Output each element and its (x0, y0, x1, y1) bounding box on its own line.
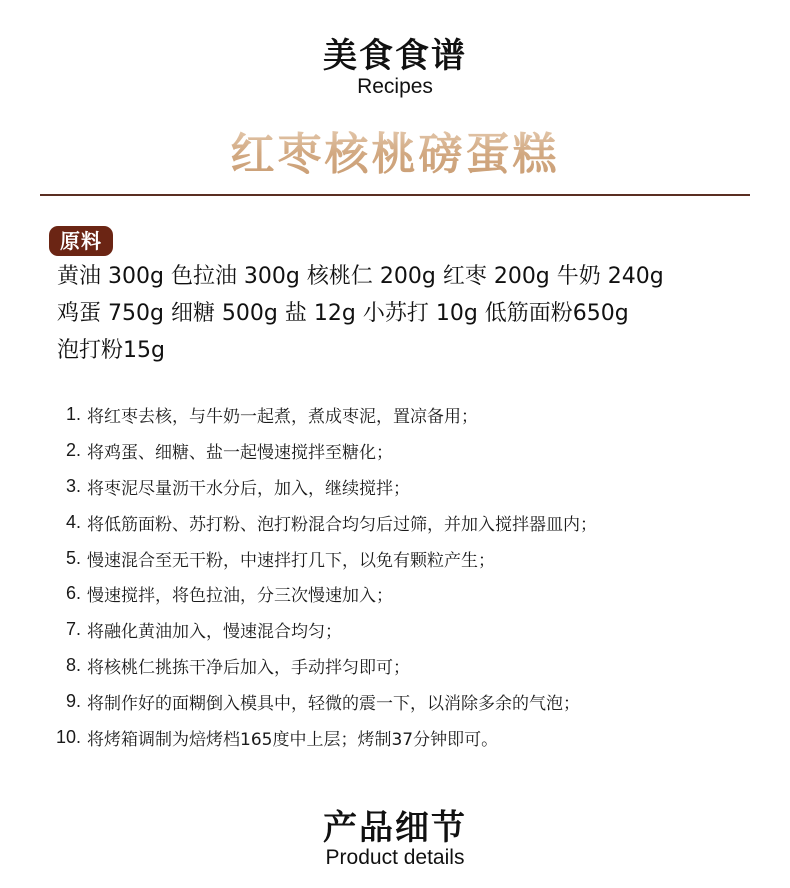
ingredients-list (57, 258, 757, 369)
step-item (44, 576, 597, 612)
step-text: 将鸡蛋、细糖、盐一起慢速搅拌至糖化； (87, 443, 393, 464)
ingredients-line: 黄油 300g 色拉油 300g 核桃仁 200g 红枣 200g 牛奶 240g (57, 264, 664, 289)
step-text: 将枣泥尽量沥干水分后，加入，继续搅拌； (87, 478, 410, 499)
step-item (44, 540, 597, 576)
step-text: 将红枣去核，与牛奶一起煮，煮成枣泥，置凉备用； (87, 407, 478, 428)
step-number: 2. (65, 440, 81, 461)
step-text: 将制作好的面糊倒入模具中，轻微的震一下，以消除多余的气泡； (87, 693, 580, 714)
step-text: 将烤箱调制为焙烤档165度中上层；烤制37分钟即可。 (87, 729, 499, 750)
step-number: 10. (55, 726, 81, 747)
step-item (44, 683, 597, 719)
ingredients-badge: 原料 (49, 226, 113, 256)
step-number: 8. (65, 654, 81, 675)
step-item (44, 433, 597, 469)
steps-list (44, 397, 597, 755)
step-number: 1. (65, 404, 81, 425)
step-text: 将融化黄油加入，慢速混合均匀； (87, 622, 342, 643)
recipes-heading-en: Recipes (357, 75, 433, 98)
step-number: 4. (65, 511, 81, 532)
step-number: 5. (65, 547, 81, 568)
step-text: 慢速混合至无干粉，中速拌打几下，以免有颗粒产生； (87, 550, 495, 571)
step-item (44, 397, 597, 433)
step-text: 慢速搅拌，将色拉油，分三次慢速加入； (87, 586, 393, 607)
step-number: 7. (65, 619, 81, 640)
step-text: 将低筋面粉、苏打粉、泡打粉混合均匀后过筛，并加入搅拌器皿内； (87, 514, 597, 535)
recipe-name-title: 红枣核桃磅蛋糕 (0, 118, 790, 182)
step-item (44, 648, 597, 684)
step-item (44, 612, 597, 648)
step-number: 6. (65, 583, 81, 604)
product-details-heading-cn: 产品细节 (323, 808, 467, 848)
step-number: 3. (65, 475, 81, 496)
ingredients-line: 泡打粉15g (57, 338, 165, 363)
step-item (44, 719, 597, 755)
step-number: 9. (65, 690, 81, 711)
header-divider (40, 194, 750, 196)
step-text: 将核桃仁挑拣干净后加入，手动拌匀即可； (87, 657, 410, 678)
step-item (44, 504, 597, 540)
ingredients-line: 鸡蛋 750g 细糖 500g 盐 12g 小苏打 10g 低筋面粉650g (57, 301, 629, 326)
product-details-heading-en: Product details (325, 846, 465, 869)
step-item (44, 469, 597, 505)
recipes-heading-cn: 美食食谱 (323, 36, 467, 76)
